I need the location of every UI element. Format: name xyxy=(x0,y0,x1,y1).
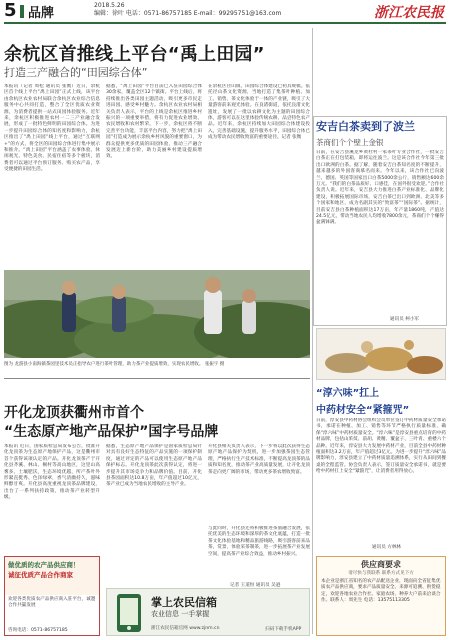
aside2-body: 日前，淳安县中药材协会组织会员单位签订中药材质量安全承诺书，承诺在种植、加工、销售等环节严格执行质量标准，确保“淳六味”中药材质量安全。“淳六味”是淳安县重点培育的中药材品牌，包括山茱萸、前胡、黄精、覆盆子、三叶青、重楼六个品种。近年来，淳安县大力发展中药材产业，目前全县中药材种植面积达3.2万亩，年产值超过3亿元。为进一步提升“淳六味”品牌影响力，淳安县建立了中药材质量追溯体系，实行从田间到餐桌的全程监管。协会负责人表示，签订质量安全承诺书，就是要给中药材扛上安全“紧箍咒”，让消费者用得放心。 xyxy=(316,418,446,475)
phone-icon xyxy=(113,593,145,633)
app-ad-subtitle: 农业信息 一手掌握 xyxy=(151,610,210,618)
aside2-title-line1: “淳六味”扛上 xyxy=(316,388,380,399)
aside1-body: 日前，在安吉县溪龙乡黄杜村一家茶叶专业合作社，一批安吉白茶正在打包装箱，即将运往波兰。这是该合作社今年第三批出口欧洲的白茶。据了解，随着安吉白茶知名度的不断提升，越来越多的外国客商慕名而来。今年以来，该合作社已向波兰、德国、英国等国家出口白茶5000余公斤，销售额达600余万元。“我们的白茶品质好、口感佳，在国外很受欢迎。”合作社负责人说。近年来，安吉县大力推进白茶产业标准化、品牌化建设，积极拓展国际市场，安吉白茶已出口到欧洲、北美等多个国家和地区，成为名副其实的“致富茶”“国际茶”。据统计，目前安吉县白茶种植面积达17万亩，年产量1860吨，产值达24.5亿元，带动当地农民人均增收7800余元，茶商们个个赚得盆满钵满。 xyxy=(316,150,444,226)
main-story-photo xyxy=(4,270,310,358)
editor-contact: 编辑：徐叶 电话：0571-86757185 E-mail：99295751@163.com xyxy=(94,10,282,17)
medicinal-herbs-photo xyxy=(317,329,446,380)
supplier-recruitment-ad xyxy=(4,556,100,636)
tea-field-photo xyxy=(4,270,310,358)
app-ad-download: 扫码下载手机APP xyxy=(265,627,302,632)
ad-line1: 做优质的农产品供应商！ xyxy=(8,561,80,569)
page-number: 5 xyxy=(4,0,17,21)
aside2-title-line2: 中药材安全“紧箍咒” xyxy=(316,405,410,416)
ad-phone: 咨询电话：0571-86757185 xyxy=(8,628,68,633)
column-separator xyxy=(312,28,313,634)
header-meta xyxy=(94,2,281,18)
section-title: 品牌 xyxy=(28,6,55,21)
supply-body: 本企业是浙江省知名的农产品配送企业，现面向全省征集优质农产品供应商，要求产品质量安全、来源可追溯、供货稳定，欢迎各地农业合作社、家庭农场、种养大户前来洽谈合作。联系人：周先生 电话：13575113305 xyxy=(321,579,441,604)
supply-title: 供应商要求 xyxy=(361,560,401,569)
story2-headline-line1: 开化龙顶获衢州市首个 xyxy=(4,405,144,421)
header-rule xyxy=(4,22,446,24)
ad-line3: 欢迎各类优质农产品供应商入驻平台，诚邀合作共赢发展 xyxy=(8,597,96,608)
page-header xyxy=(0,0,450,22)
aside2-photo xyxy=(316,328,446,380)
story2-col2: 据悉，生态原产地产品保护是国家质检总局针对具有良好生态特征的产品实施的一项保护制度，通过评定的产品可以使用生态原产地产品保护标志。开化龙顶茶此次获得认定，将进一步提升其市场竞争力和品牌价值。目前，开化县茶园面积达10.8万亩，年产值超过10亿元，茶产业已成为当地农民增收的主导产业。 xyxy=(106,444,202,488)
main-story-col3: 在余杭区径山镇，田园综合体建设已初具规模。依托径山茶文化资源，当地打造了集茶叶种植、加工、销售、茶文化体验于一体的产业链，吸引了大量游客前来观光体验。在良渚街道，依托良渚文化遗址，发展了一批以农耕文化为主题的田园综合体，游客可以在这里体验传统农耕、品尝特色农产品。近年来，余杭区持续加大田园综合体建设投入，完善基础设施，提升服务水平，田园综合体已成为带动农民增收致富的重要途径。记者 张衡 xyxy=(208,84,310,141)
aside1-byline: 通讯员 柯小军 xyxy=(390,317,420,322)
app-ad-note: 浙江农民信箱官网 www.zjnm.cn xyxy=(151,626,220,631)
story2-col1: 本报讯 近日，国家质检总局发布公告，批准开化龙顶茶为生态原产地保护产品，这是衢州市首个获得该项认定的产品。开化龙顶茶产于开化县齐溪、林山、桐村等高山地区，这里山高雾多、土壤肥沃，生态环境优越，所产茶叶外形紧直挺秀、色泽绿翠，香气清幽持久，滋味鲜醇甘爽。开化县高度重视龙顶茶品牌建设，出台了一系列扶持政策，推动茶产业转型升级。 xyxy=(4,444,100,501)
mobile-app-ad xyxy=(106,588,310,636)
section-marker xyxy=(20,5,24,18)
newspaper-logo: 浙江农民报 xyxy=(374,5,444,21)
aside2-byline: 通讯员 方林林 xyxy=(372,545,402,550)
main-headline: 余杭区首推线上平台“禹上田园” xyxy=(4,44,265,65)
main-subheadline: 打造三产融合的“田园综合体” xyxy=(4,66,148,79)
section-divider xyxy=(4,378,310,379)
supply-subtitle: 请尽快与我联系 联系方式见下方 xyxy=(348,571,414,576)
story2-byline: 记者 王道恒 通讯员 吴逊 xyxy=(230,583,281,588)
story2-headline-line2: “生态原产地产品保护”国字号品牌 xyxy=(4,424,219,440)
ad-line2: 诚征优质产品合作商家 xyxy=(8,571,73,579)
supply-notice xyxy=(316,556,446,636)
app-ad-title: 掌上农民信箱 xyxy=(151,596,217,609)
main-story-col2: 据悉，“禹上田园”平台目前已入驻田园综合体30余家，覆盖全区12个镇街。平台上线后，将持续推出各类田园主题活动，吸引更多市民走进田园、感受乡村魅力。余杭区农业农村局相关负责人表示，平台的上线是余杭区推进乡村振兴的一项重要举措，将有力促进农业增效、农民增收和农村繁荣。下一步，余杭区将不断完善平台功能，丰富平台内容，努力把“禹上田园”打造成为展示余杭乡村风貌的重要窗口，为群众提供更多优质的田园体验，推动三产融合发展迈上新台阶，助力美丽乡村建设提质增效。 xyxy=(106,84,202,160)
aside2-heading xyxy=(316,384,446,416)
aside1-title: 安吉白茶卖到了波兰 xyxy=(316,120,415,133)
issue-date: 2018.5.26 xyxy=(94,2,125,9)
story2-col4: 与此同时，开化县还将积极推进茶旅融合发展，依托优美的生态环境和深厚的茶文化底蕴，打造一批茶文化体验基地和精品旅游线路，吸引游客前来品茶、赏景、体验采茶制茶，进一步拓展茶产业发展空间，提高茶产业综合效益，推动乡村振兴。 xyxy=(208,526,310,557)
aside1-heading xyxy=(316,118,446,148)
main-story-col1: 本报讯（记者 周松 通讯员 张衡）近日，余杭区首个线上平台“禹上田园”正式上线，该平台由余杭区农业农村局联合余杭区农业综合信息服务中心共同打造，整合了全区优质农业资源，为消费者提供一站式田园体验服务。近年来，余杭区积极推进农村一二三产业融合发展，形成了一批特色鲜明的田园综合体。为进一步提升田园综合体的知名度和影响力，余杭区推出了“禹上田园”线上平台，通过“互联网+”的方式，将全区的田园综合体进行集中展示和推介。“禹上田园”平台涵盖了农事体验、休闲观光、特色美食、民宿住宿等多个板块，消费者可以通过平台预订服务、购买农产品，享受便捷的田园生活。 xyxy=(4,84,100,173)
photo-caption: 图为 龙游县小南海镇茶园里技术员正指导农户进行茶叶管理，助力茶产业提质增效，实现农民增收。 张振宇 摄 xyxy=(4,362,225,367)
story2-col3: 开化县相关负责人表示，下一步将以此次获得生态原产地产品保护为契机，进一步加强茶园生态管理，严格执行生产技术标准，不断提高龙顶茶的品质和知名度，推动茶产业高质量发展，让开化龙顶茶走向更广阔的市场，带动更多茶农增收致富。 xyxy=(208,444,310,475)
aside1-subtitle: 茶商们个个壁上金银 xyxy=(316,138,384,147)
